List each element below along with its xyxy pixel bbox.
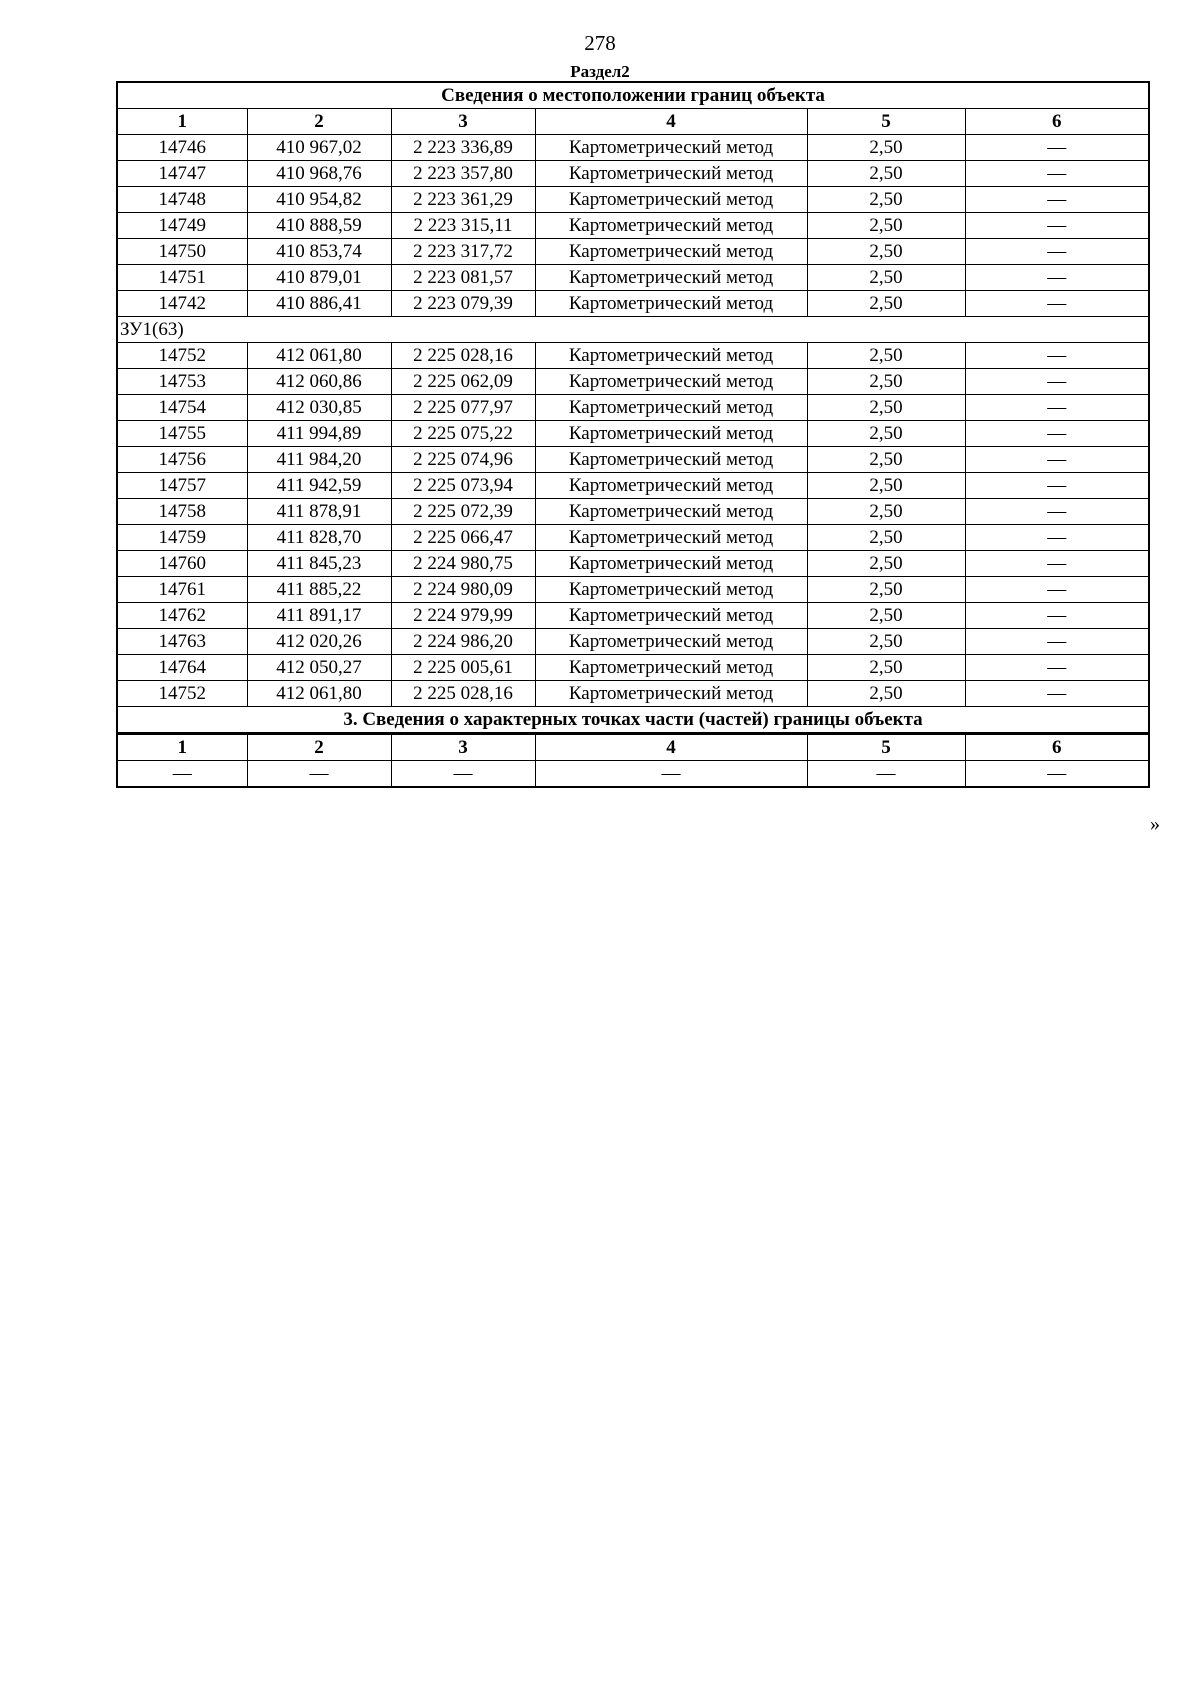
table-cell: 2 224 986,20 xyxy=(391,629,535,655)
table-cell: 14751 xyxy=(117,265,247,291)
table-cell: 14760 xyxy=(117,551,247,577)
table-cell: 410 967,02 xyxy=(247,135,391,161)
table-cell: — xyxy=(965,265,1149,291)
table-cell: 2,50 xyxy=(807,603,965,629)
table-cell: — xyxy=(965,239,1149,265)
table-cell: 14755 xyxy=(117,421,247,447)
table-cell: — xyxy=(247,761,391,788)
table-cell: Картометрический метод xyxy=(535,629,807,655)
part-column-row xyxy=(117,734,1149,761)
table-cell: Картометрический метод xyxy=(535,655,807,681)
table-cell: 2 224 980,09 xyxy=(391,577,535,603)
table-row xyxy=(117,421,1149,447)
table-cell: 14764 xyxy=(117,655,247,681)
table-cell: 2 225 073,94 xyxy=(391,473,535,499)
table-row xyxy=(117,239,1149,265)
table-cell: — xyxy=(391,761,535,788)
table-cell: 2,50 xyxy=(807,343,965,369)
group-row xyxy=(117,317,1149,343)
table-cell: 2 223 357,80 xyxy=(391,161,535,187)
table-cell: 2,50 xyxy=(807,369,965,395)
table-row xyxy=(117,291,1149,317)
table-cell: 411 984,20 xyxy=(247,447,391,473)
table-row xyxy=(117,499,1149,525)
part-heading-row xyxy=(117,707,1149,734)
table-row xyxy=(117,213,1149,239)
table-row xyxy=(117,551,1149,577)
table-cell: 14756 xyxy=(117,447,247,473)
table-cell: 14759 xyxy=(117,525,247,551)
table-cell: 14752 xyxy=(117,681,247,707)
table-cell: 2 225 028,16 xyxy=(391,343,535,369)
table-cell: 410 954,82 xyxy=(247,187,391,213)
table-cell: 410 886,41 xyxy=(247,291,391,317)
table-cell: 411 942,59 xyxy=(247,473,391,499)
table-cell: 2,50 xyxy=(807,499,965,525)
column-number: 6 xyxy=(965,734,1149,761)
table-cell: 411 878,91 xyxy=(247,499,391,525)
table-row xyxy=(117,577,1149,603)
table-cell: — xyxy=(965,213,1149,239)
table-row xyxy=(117,525,1149,551)
table-cell: — xyxy=(965,421,1149,447)
table-cell: Картометрический метод xyxy=(535,239,807,265)
table-cell: 411 845,23 xyxy=(247,551,391,577)
table-row xyxy=(117,265,1149,291)
column-number: 4 xyxy=(535,734,807,761)
table-cell: 14762 xyxy=(117,603,247,629)
table-cell: Картометрический метод xyxy=(535,187,807,213)
column-number: 4 xyxy=(535,109,807,135)
table-cell: 2 223 317,72 xyxy=(391,239,535,265)
column-number: 2 xyxy=(247,734,391,761)
page-number: 278 xyxy=(584,31,616,55)
table-cell: — xyxy=(965,577,1149,603)
table-cell: 2,50 xyxy=(807,447,965,473)
table-cell: 411 994,89 xyxy=(247,421,391,447)
column-number: 3 xyxy=(391,109,535,135)
table-cell: 412 061,80 xyxy=(247,681,391,707)
table-cell: — xyxy=(965,629,1149,655)
table-cell: — xyxy=(965,187,1149,213)
table-cell: 410 968,76 xyxy=(247,161,391,187)
table-cell: 2,50 xyxy=(807,473,965,499)
table-cell: 411 885,22 xyxy=(247,577,391,603)
table-row xyxy=(117,135,1149,161)
table-cell: 2,50 xyxy=(807,161,965,187)
table-cell: 2,50 xyxy=(807,395,965,421)
table-cell: Картометрический метод xyxy=(535,577,807,603)
table-cell: 412 020,26 xyxy=(247,629,391,655)
table-cell: — xyxy=(965,369,1149,395)
table-row xyxy=(117,629,1149,655)
table-cell: 2 225 077,97 xyxy=(391,395,535,421)
closing-quote: » xyxy=(1150,813,1160,835)
table-cell: 14761 xyxy=(117,577,247,603)
column-number: 5 xyxy=(807,734,965,761)
table-cell: Картометрический метод xyxy=(535,291,807,317)
table-cell: 2 225 028,16 xyxy=(391,681,535,707)
table-row xyxy=(117,395,1149,421)
table-cell: 2,50 xyxy=(807,525,965,551)
table-cell: — xyxy=(965,681,1149,707)
part-heading: 3. Сведения о характерных точках части (частей) границы объекта xyxy=(117,707,1149,734)
table-cell: Картометрический метод xyxy=(535,135,807,161)
table-cell: 2 223 079,39 xyxy=(391,291,535,317)
table-cell: Картометрический метод xyxy=(535,681,807,707)
table-cell: Картометрический метод xyxy=(535,447,807,473)
table-cell: 410 853,74 xyxy=(247,239,391,265)
table-cell: 411 828,70 xyxy=(247,525,391,551)
table-cell: Картометрический метод xyxy=(535,421,807,447)
table-cell: 14742 xyxy=(117,291,247,317)
table-cell: — xyxy=(965,135,1149,161)
table-cell: 2 225 062,09 xyxy=(391,369,535,395)
table-cell: 2,50 xyxy=(807,577,965,603)
table-cell: 412 030,85 xyxy=(247,395,391,421)
table-cell: 410 888,59 xyxy=(247,213,391,239)
table-cell: 2 225 075,22 xyxy=(391,421,535,447)
table-cell: — xyxy=(965,291,1149,317)
table-cell: Картометрический метод xyxy=(535,369,807,395)
table-cell: 14757 xyxy=(117,473,247,499)
table-cell: — xyxy=(965,525,1149,551)
table-cell: 2 223 361,29 xyxy=(391,187,535,213)
table-row xyxy=(117,161,1149,187)
table-cell: 412 061,80 xyxy=(247,343,391,369)
table-cell: 2 223 081,57 xyxy=(391,265,535,291)
table-cell: 2 225 066,47 xyxy=(391,525,535,551)
column-number: 3 xyxy=(391,734,535,761)
table-cell: Картометрический метод xyxy=(535,265,807,291)
table-cell: 14747 xyxy=(117,161,247,187)
table-cell: 14763 xyxy=(117,629,247,655)
table-cell: 2,50 xyxy=(807,629,965,655)
table-cell: 412 050,27 xyxy=(247,655,391,681)
table-cell: Картометрический метод xyxy=(535,395,807,421)
table-cell: Картометрический метод xyxy=(535,343,807,369)
table-cell: — xyxy=(965,551,1149,577)
group-label: ЗУ1(63) xyxy=(117,317,1149,343)
table-cell: Картометрический метод xyxy=(535,551,807,577)
table-cell: Картометрический метод xyxy=(535,161,807,187)
table-cell: — xyxy=(117,761,247,788)
table-cell: Картометрический метод xyxy=(535,213,807,239)
table-cell: — xyxy=(965,655,1149,681)
table-cell: 14750 xyxy=(117,239,247,265)
table-cell: 2,50 xyxy=(807,421,965,447)
table-cell: 2 225 074,96 xyxy=(391,447,535,473)
table-row xyxy=(117,187,1149,213)
part-row xyxy=(117,761,1149,788)
section-title: Раздел2 xyxy=(570,62,630,81)
table-cell: Картометрический метод xyxy=(535,473,807,499)
table-cell: 2 223 336,89 xyxy=(391,135,535,161)
table-cell: 14749 xyxy=(117,213,247,239)
table-cell: 2,50 xyxy=(807,655,965,681)
table-cell: 2 224 979,99 xyxy=(391,603,535,629)
table-row xyxy=(117,603,1149,629)
table-cell: 2 223 315,11 xyxy=(391,213,535,239)
column-number: 6 xyxy=(965,109,1149,135)
column-number: 1 xyxy=(117,109,247,135)
boundary-table xyxy=(116,81,1150,788)
table-cell: 2,50 xyxy=(807,187,965,213)
column-number: 1 xyxy=(117,734,247,761)
table-cell: Картометрический метод xyxy=(535,525,807,551)
table-cell: 14746 xyxy=(117,135,247,161)
table-cell: — xyxy=(965,447,1149,473)
table-cell: 2,50 xyxy=(807,239,965,265)
table-cell: 2 224 980,75 xyxy=(391,551,535,577)
table-heading: Сведения о местоположении границ объекта xyxy=(117,82,1149,109)
column-number: 5 xyxy=(807,109,965,135)
table-cell: 14748 xyxy=(117,187,247,213)
column-number: 2 xyxy=(247,109,391,135)
table-cell: 14753 xyxy=(117,369,247,395)
table-row xyxy=(117,681,1149,707)
table-row xyxy=(117,473,1149,499)
table-cell: 2,50 xyxy=(807,551,965,577)
table-cell: — xyxy=(965,473,1149,499)
table-row xyxy=(117,655,1149,681)
table-cell: 2,50 xyxy=(807,681,965,707)
table-cell: — xyxy=(807,761,965,788)
table-cell: 2,50 xyxy=(807,213,965,239)
table-row xyxy=(117,447,1149,473)
table-cell: 2,50 xyxy=(807,135,965,161)
table-cell: — xyxy=(535,761,807,788)
table-cell: — xyxy=(965,761,1149,788)
table-cell: 14754 xyxy=(117,395,247,421)
table-row xyxy=(117,343,1149,369)
table-cell: 2 225 072,39 xyxy=(391,499,535,525)
table-cell: 2,50 xyxy=(807,265,965,291)
table-cell: — xyxy=(965,343,1149,369)
table-cell: — xyxy=(965,395,1149,421)
table-cell: 2,50 xyxy=(807,291,965,317)
table-cell: 2 225 005,61 xyxy=(391,655,535,681)
table-cell: 14752 xyxy=(117,343,247,369)
table-cell: Картометрический метод xyxy=(535,603,807,629)
table-cell: 412 060,86 xyxy=(247,369,391,395)
table-row xyxy=(117,369,1149,395)
table-cell: — xyxy=(965,603,1149,629)
table-cell: — xyxy=(965,499,1149,525)
table-cell: 410 879,01 xyxy=(247,265,391,291)
table-cell: 411 891,17 xyxy=(247,603,391,629)
table-cell: Картометрический метод xyxy=(535,499,807,525)
table-cell: 14758 xyxy=(117,499,247,525)
column-number-row xyxy=(117,109,1149,135)
table-cell: — xyxy=(965,161,1149,187)
